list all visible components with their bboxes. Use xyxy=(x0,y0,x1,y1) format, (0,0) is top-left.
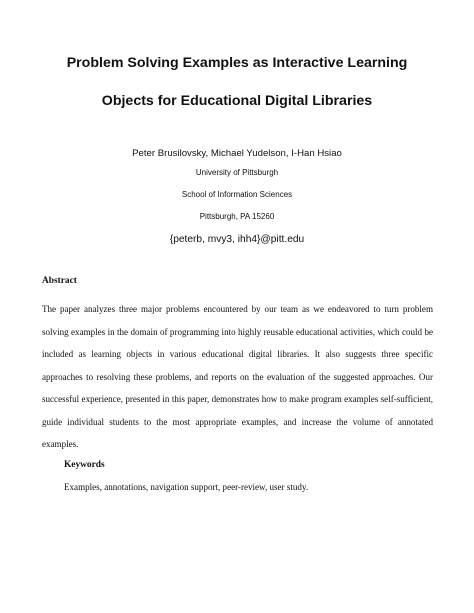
abstract-heading: Abstract xyxy=(42,276,77,286)
affiliation-school: School of Information Sciences xyxy=(181,190,293,199)
affiliation-university: University of Pittsburgh xyxy=(195,168,279,177)
paper-title-line-2: Objects for Educational Digital Libraries xyxy=(101,93,373,109)
keywords-text: Examples, annotations, navigation support, peer-review, user study. xyxy=(64,482,309,492)
paper-title-line-1: Problem Solving Examples as Interactive Learning xyxy=(66,55,408,71)
abstract-text: The paper analyzes three major problems encountered by our team as we endeavored to turn problem solving examples in the domain of programming into highly reusable educational activities, which could be included as learning objects in various educational digital libraries. It also suggests three specific approaches to resolving these problems, and reports on the evaluation of the suggested approaches. Our successful experience, presented in this paper, demonstrates how to make program examples self-sufficient, guide individual students to the most appropriate examples, and increase the volume of annotated examples. xyxy=(42,304,433,449)
affiliation-city: Pittsburgh, PA 15260 xyxy=(199,212,275,221)
keywords-heading: Keywords xyxy=(64,460,105,470)
author-emails: {peterb, mvy3, ihh4}@pitt.edu xyxy=(169,234,305,245)
author-list: Peter Brusilovsky, Michael Yudelson, I-Han Hsiao xyxy=(132,148,342,159)
